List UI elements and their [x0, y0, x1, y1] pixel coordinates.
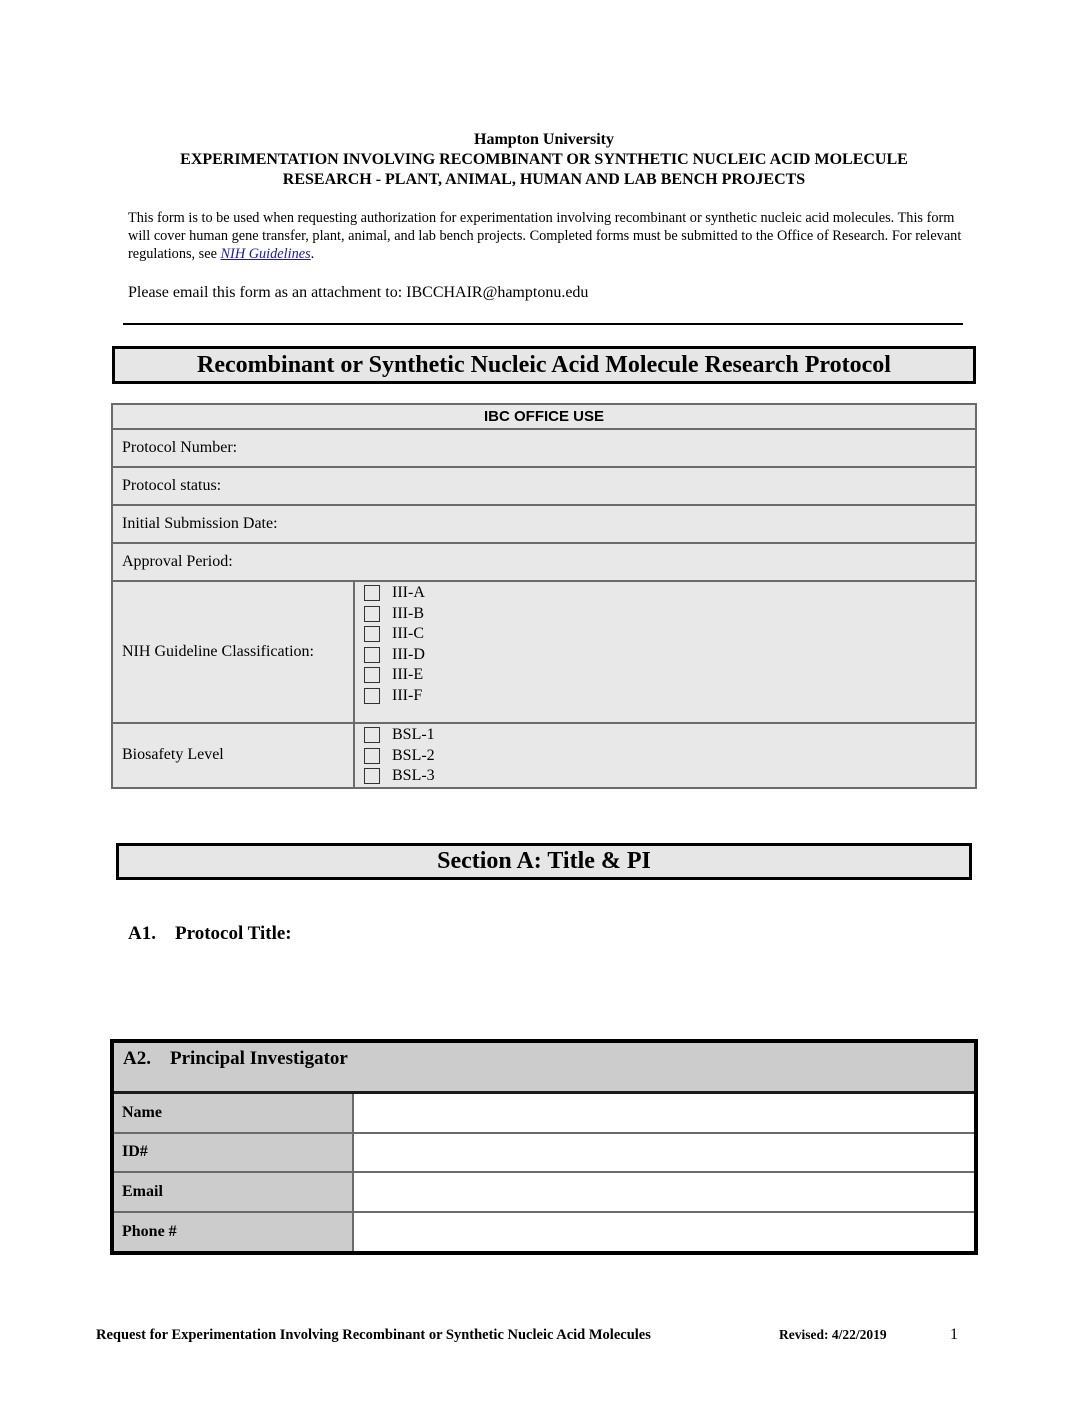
pi-email-label: Email	[114, 1173, 354, 1211]
page-number: 1	[950, 1326, 958, 1343]
divider	[123, 323, 963, 325]
pi-phone-input[interactable]	[354, 1213, 974, 1251]
protocol-number-field[interactable]	[112, 429, 976, 467]
biosafety-level-options	[354, 723, 976, 788]
protocol-number-label: Protocol Number:	[122, 439, 238, 456]
intro-text: This form is to be used when requesting authorization for experimentation involving recombinant or synthetic nucleic acid molecules. This form will cover human gene transfer, plant, animal, and lab bench projects. Completed forms must be submitted to the Office of Research. For relevant regulations, see	[128, 210, 962, 262]
checkbox-bsl-1[interactable]: BSL-1	[364, 725, 975, 746]
pi-row-name	[114, 1094, 974, 1134]
approval-period-label: Approval Period:	[122, 553, 233, 570]
checkbox-icon[interactable]	[364, 667, 380, 683]
institution-name: Hampton University	[474, 131, 614, 148]
form-title-line-1: EXPERIMENTATION INVOLVING RECOMBINANT OR SYNTHETIC NUCLEIC ACID MOLECULE	[180, 151, 908, 168]
office-use-header: IBC OFFICE USE	[112, 404, 976, 429]
nih-classification-label: NIH Guideline Classification:	[112, 581, 354, 723]
pi-header	[114, 1043, 974, 1094]
pi-name-label: Name	[114, 1094, 354, 1132]
nih-classification-options	[354, 581, 976, 723]
checkbox-iii-f[interactable]: III-F	[364, 686, 975, 707]
pi-row-id	[114, 1134, 974, 1174]
checkbox-icon[interactable]	[364, 688, 380, 704]
checkbox-icon[interactable]	[364, 585, 380, 601]
checkbox-icon[interactable]	[364, 647, 380, 663]
checkbox-icon[interactable]	[364, 748, 380, 764]
pi-email-input[interactable]	[354, 1173, 974, 1211]
protocol-status-label: Protocol status:	[122, 477, 222, 494]
checkbox-iii-c[interactable]: III-C	[364, 624, 975, 645]
intro-after-link: .	[310, 246, 315, 262]
checkbox-iii-d[interactable]: III-D	[364, 645, 975, 666]
ibc-office-use-table	[111, 403, 977, 789]
pi-phone-label: Phone #	[114, 1213, 354, 1251]
pi-id-input[interactable]	[354, 1134, 974, 1172]
checkbox-icon[interactable]	[364, 606, 380, 622]
pi-id-label: ID#	[114, 1134, 354, 1172]
footer-revised-date: Revised: 4/22/2019	[779, 1327, 887, 1342]
pi-row-email	[114, 1173, 974, 1213]
checkbox-bsl-3[interactable]: BSL-3	[364, 766, 975, 787]
intro-paragraph	[128, 209, 968, 263]
biosafety-level-label: Biosafety Level	[112, 723, 354, 788]
pi-row-phone	[114, 1213, 974, 1251]
a2-label: Principal Investigator	[170, 1048, 348, 1069]
section-a-banner: Section A: Title & PI	[116, 843, 972, 880]
a2-number: A2.	[123, 1048, 151, 1069]
checkbox-bsl-2[interactable]: BSL-2	[364, 746, 975, 767]
principal-investigator-table	[110, 1039, 978, 1255]
a1-label: Protocol Title:	[175, 923, 292, 944]
protocol-title-heading	[128, 922, 292, 946]
approval-period-field[interactable]	[112, 543, 976, 581]
form-title-line-2: RESEARCH - PLANT, ANIMAL, HUMAN AND LAB BENCH PROJECTS	[282, 171, 806, 188]
email-instruction: Please email this form as an attachment to: IBCCHAIR@hamptonu.edu	[128, 284, 589, 301]
protocol-status-field[interactable]	[112, 467, 976, 505]
protocol-banner: Recombinant or Synthetic Nucleic Acid Molecule Research Protocol	[112, 346, 976, 384]
checkbox-icon[interactable]	[364, 626, 380, 642]
initial-submission-date-label: Initial Submission Date:	[122, 515, 278, 532]
a1-number: A1.	[128, 923, 156, 944]
checkbox-iii-b[interactable]: III-B	[364, 604, 975, 625]
checkbox-iii-a[interactable]: III-A	[364, 583, 975, 604]
checkbox-icon[interactable]	[364, 768, 380, 784]
checkbox-iii-e[interactable]: III-E	[364, 665, 975, 686]
nih-guidelines-link[interactable]: NIH Guidelines	[220, 246, 311, 262]
checkbox-icon[interactable]	[364, 727, 380, 743]
footer-title: Request for Experimentation Involving Recombinant or Synthetic Nucleic Acid Molecules	[96, 1327, 651, 1343]
initial-submission-date-field[interactable]	[112, 505, 976, 543]
pi-name-input[interactable]	[354, 1094, 974, 1132]
